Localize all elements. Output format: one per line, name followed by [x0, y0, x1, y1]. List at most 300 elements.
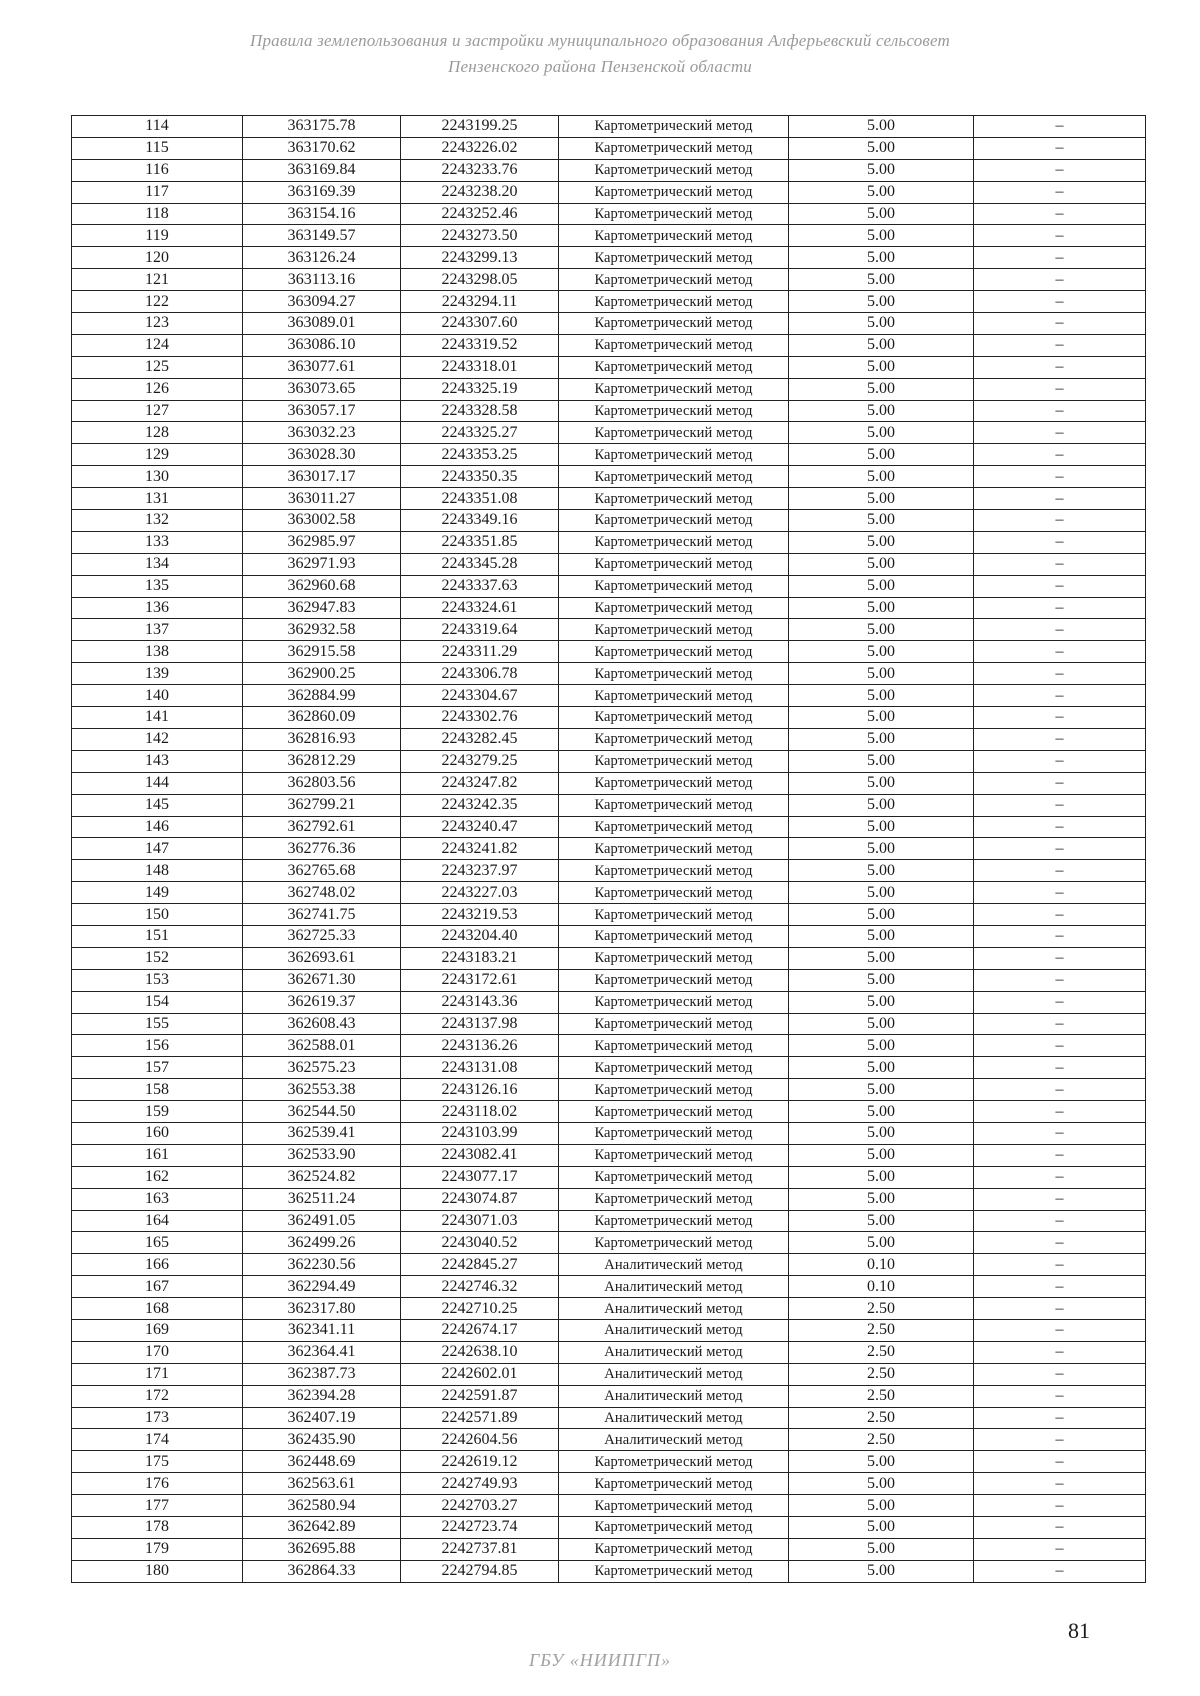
description-cell: –: [974, 334, 1146, 356]
accuracy-cell: 5.00: [789, 575, 974, 597]
description-cell: –: [974, 1276, 1146, 1298]
method-cell: Аналитический метод: [559, 1254, 789, 1276]
description-cell: –: [974, 400, 1146, 422]
y-coordinate-cell: 2243241.82: [401, 838, 559, 860]
table-row: [72, 422, 1146, 444]
table-row: [72, 1560, 1146, 1582]
x-coordinate-cell: 362499.26: [243, 1232, 401, 1254]
y-coordinate-cell: 2242794.85: [401, 1560, 559, 1582]
y-coordinate-cell: 2242723.74: [401, 1517, 559, 1539]
table-row: [72, 1210, 1146, 1232]
header-line-1: Правила землепользования и застройки муниципального образования Алферьевский сельсовет: [250, 31, 950, 50]
table-row: [72, 334, 1146, 356]
y-coordinate-cell: 2242845.27: [401, 1254, 559, 1276]
accuracy-cell: 0.10: [789, 1254, 974, 1276]
accuracy-cell: 5.00: [789, 137, 974, 159]
y-coordinate-cell: 2243103.99: [401, 1122, 559, 1144]
accuracy-cell: 5.00: [789, 1101, 974, 1123]
point-number-cell: 130: [72, 466, 243, 488]
x-coordinate-cell: 363086.10: [243, 334, 401, 356]
method-cell: Картометрический метод: [559, 728, 789, 750]
y-coordinate-cell: 2243082.41: [401, 1144, 559, 1166]
x-coordinate-cell: 362491.05: [243, 1210, 401, 1232]
table-row: [72, 1451, 1146, 1473]
accuracy-cell: 5.00: [789, 291, 974, 313]
table-row: [72, 750, 1146, 772]
point-number-cell: 131: [72, 488, 243, 510]
description-cell: –: [974, 663, 1146, 685]
y-coordinate-cell: 2243136.26: [401, 1035, 559, 1057]
point-number-cell: 144: [72, 772, 243, 794]
description-cell: –: [974, 1101, 1146, 1123]
description-cell: –: [974, 181, 1146, 203]
x-coordinate-cell: 362860.09: [243, 707, 401, 729]
y-coordinate-cell: 2243337.63: [401, 575, 559, 597]
accuracy-cell: 5.00: [789, 1188, 974, 1210]
description-cell: –: [974, 1429, 1146, 1451]
accuracy-cell: 5.00: [789, 947, 974, 969]
accuracy-cell: 5.00: [789, 991, 974, 1013]
table-row: [72, 816, 1146, 838]
method-cell: Картометрический метод: [559, 947, 789, 969]
accuracy-cell: 5.00: [789, 1013, 974, 1035]
document-header: [0, 28, 1200, 80]
table-row: [72, 400, 1146, 422]
y-coordinate-cell: 2243345.28: [401, 553, 559, 575]
table-row: [72, 1363, 1146, 1385]
x-coordinate-cell: 362575.23: [243, 1057, 401, 1079]
x-coordinate-cell: 362671.30: [243, 969, 401, 991]
description-cell: –: [974, 1188, 1146, 1210]
description-cell: –: [974, 969, 1146, 991]
x-coordinate-cell: 363126.24: [243, 247, 401, 269]
x-coordinate-cell: 363077.61: [243, 356, 401, 378]
description-cell: –: [974, 1254, 1146, 1276]
table-row: [72, 1538, 1146, 1560]
description-cell: –: [974, 838, 1146, 860]
y-coordinate-cell: 2243324.61: [401, 597, 559, 619]
table-row: [72, 991, 1146, 1013]
method-cell: Картометрический метод: [559, 159, 789, 181]
accuracy-cell: 5.00: [789, 1210, 974, 1232]
y-coordinate-cell: 2243325.19: [401, 378, 559, 400]
description-cell: –: [974, 1232, 1146, 1254]
accuracy-cell: 5.00: [789, 838, 974, 860]
y-coordinate-cell: 2243137.98: [401, 1013, 559, 1035]
point-number-cell: 132: [72, 510, 243, 532]
method-cell: Аналитический метод: [559, 1319, 789, 1341]
y-coordinate-cell: 2243237.97: [401, 860, 559, 882]
table-row: [72, 728, 1146, 750]
description-cell: –: [974, 1385, 1146, 1407]
point-number-cell: 179: [72, 1538, 243, 1560]
method-cell: Аналитический метод: [559, 1385, 789, 1407]
table-row: [72, 291, 1146, 313]
accuracy-cell: 5.00: [789, 904, 974, 926]
method-cell: Картометрический метод: [559, 619, 789, 641]
method-cell: Картометрический метод: [559, 575, 789, 597]
x-coordinate-cell: 362435.90: [243, 1429, 401, 1451]
description-cell: –: [974, 137, 1146, 159]
description-cell: –: [974, 203, 1146, 225]
x-coordinate-cell: 363094.27: [243, 291, 401, 313]
y-coordinate-cell: 2243304.67: [401, 685, 559, 707]
table-row: [72, 663, 1146, 685]
accuracy-cell: 5.00: [789, 1144, 974, 1166]
description-cell: –: [974, 1166, 1146, 1188]
y-coordinate-cell: 2243351.08: [401, 488, 559, 510]
accuracy-cell: 5.00: [789, 1166, 974, 1188]
x-coordinate-cell: 363169.84: [243, 159, 401, 181]
method-cell: Картометрический метод: [559, 794, 789, 816]
y-coordinate-cell: 2243238.20: [401, 181, 559, 203]
y-coordinate-cell: 2243318.01: [401, 356, 559, 378]
accuracy-cell: 5.00: [789, 444, 974, 466]
accuracy-cell: 5.00: [789, 1517, 974, 1539]
accuracy-cell: 5.00: [789, 225, 974, 247]
x-coordinate-cell: 362580.94: [243, 1495, 401, 1517]
y-coordinate-cell: 2243282.45: [401, 728, 559, 750]
table-row: [72, 904, 1146, 926]
accuracy-cell: 5.00: [789, 816, 974, 838]
method-cell: Картометрический метод: [559, 1166, 789, 1188]
description-cell: –: [974, 422, 1146, 444]
x-coordinate-cell: 362341.11: [243, 1319, 401, 1341]
description-cell: –: [974, 1122, 1146, 1144]
description-cell: –: [974, 947, 1146, 969]
y-coordinate-cell: 2243302.76: [401, 707, 559, 729]
description-cell: –: [974, 247, 1146, 269]
method-cell: Картометрический метод: [559, 663, 789, 685]
table-row: [72, 925, 1146, 947]
accuracy-cell: 5.00: [789, 531, 974, 553]
y-coordinate-cell: 2243299.13: [401, 247, 559, 269]
x-coordinate-cell: 362799.21: [243, 794, 401, 816]
point-number-cell: 141: [72, 707, 243, 729]
description-cell: –: [974, 882, 1146, 904]
description-cell: –: [974, 707, 1146, 729]
table-row: [72, 1341, 1146, 1363]
method-cell: Картометрический метод: [559, 838, 789, 860]
point-number-cell: 148: [72, 860, 243, 882]
table-row: [72, 378, 1146, 400]
method-cell: Аналитический метод: [559, 1298, 789, 1320]
point-number-cell: 116: [72, 159, 243, 181]
point-number-cell: 147: [72, 838, 243, 860]
point-number-cell: 118: [72, 203, 243, 225]
method-cell: Картометрический метод: [559, 137, 789, 159]
coordinates-table: [71, 115, 1146, 1583]
y-coordinate-cell: 2242737.81: [401, 1538, 559, 1560]
accuracy-cell: 5.00: [789, 619, 974, 641]
description-cell: –: [974, 1473, 1146, 1495]
table-row: [72, 531, 1146, 553]
point-number-cell: 154: [72, 991, 243, 1013]
table-row: [72, 619, 1146, 641]
description-cell: –: [974, 794, 1146, 816]
point-number-cell: 156: [72, 1035, 243, 1057]
x-coordinate-cell: 363073.65: [243, 378, 401, 400]
y-coordinate-cell: 2243298.05: [401, 269, 559, 291]
accuracy-cell: 5.00: [789, 1057, 974, 1079]
y-coordinate-cell: 2243328.58: [401, 400, 559, 422]
x-coordinate-cell: 363057.17: [243, 400, 401, 422]
point-number-cell: 167: [72, 1276, 243, 1298]
accuracy-cell: 2.50: [789, 1385, 974, 1407]
table-row: [72, 1101, 1146, 1123]
table-row: [72, 575, 1146, 597]
description-cell: –: [974, 1407, 1146, 1429]
y-coordinate-cell: 2242602.01: [401, 1363, 559, 1385]
y-coordinate-cell: 2243353.25: [401, 444, 559, 466]
method-cell: Картометрический метод: [559, 772, 789, 794]
method-cell: Картометрический метод: [559, 925, 789, 947]
description-cell: –: [974, 313, 1146, 335]
x-coordinate-cell: 362294.49: [243, 1276, 401, 1298]
table-row: [72, 1144, 1146, 1166]
y-coordinate-cell: 2243294.11: [401, 291, 559, 313]
table-row: [72, 838, 1146, 860]
y-coordinate-cell: 2243279.25: [401, 750, 559, 772]
table-row: [72, 1517, 1146, 1539]
description-cell: –: [974, 553, 1146, 575]
description-cell: –: [974, 1363, 1146, 1385]
description-cell: –: [974, 772, 1146, 794]
y-coordinate-cell: 2243040.52: [401, 1232, 559, 1254]
point-number-cell: 178: [72, 1517, 243, 1539]
method-cell: Картометрический метод: [559, 225, 789, 247]
table-row: [72, 1232, 1146, 1254]
accuracy-cell: 5.00: [789, 772, 974, 794]
x-coordinate-cell: 363175.78: [243, 116, 401, 138]
x-coordinate-cell: 362394.28: [243, 1385, 401, 1407]
accuracy-cell: 2.50: [789, 1298, 974, 1320]
table-row: [72, 597, 1146, 619]
point-number-cell: 150: [72, 904, 243, 926]
point-number-cell: 160: [72, 1122, 243, 1144]
method-cell: Картометрический метод: [559, 1057, 789, 1079]
point-number-cell: 174: [72, 1429, 243, 1451]
description-cell: –: [974, 728, 1146, 750]
y-coordinate-cell: 2242746.32: [401, 1276, 559, 1298]
description-cell: –: [974, 1341, 1146, 1363]
method-cell: Картометрический метод: [559, 1451, 789, 1473]
method-cell: Картометрический метод: [559, 181, 789, 203]
y-coordinate-cell: 2243349.16: [401, 510, 559, 532]
y-coordinate-cell: 2242619.12: [401, 1451, 559, 1473]
x-coordinate-cell: 362693.61: [243, 947, 401, 969]
description-cell: –: [974, 444, 1146, 466]
table-row: [72, 510, 1146, 532]
y-coordinate-cell: 2243077.17: [401, 1166, 559, 1188]
x-coordinate-cell: 362932.58: [243, 619, 401, 641]
point-number-cell: 120: [72, 247, 243, 269]
accuracy-cell: 2.50: [789, 1407, 974, 1429]
y-coordinate-cell: 2242674.17: [401, 1319, 559, 1341]
y-coordinate-cell: 2243242.35: [401, 794, 559, 816]
point-number-cell: 177: [72, 1495, 243, 1517]
point-number-cell: 122: [72, 291, 243, 313]
header-line-2: Пензенского района Пензенской области: [448, 57, 752, 76]
table-row: [72, 137, 1146, 159]
y-coordinate-cell: 2243199.25: [401, 116, 559, 138]
description-cell: –: [974, 1057, 1146, 1079]
x-coordinate-cell: 362748.02: [243, 882, 401, 904]
y-coordinate-cell: 2243306.78: [401, 663, 559, 685]
method-cell: Картометрический метод: [559, 1188, 789, 1210]
x-coordinate-cell: 363149.57: [243, 225, 401, 247]
point-number-cell: 133: [72, 531, 243, 553]
table-row: [72, 356, 1146, 378]
point-number-cell: 140: [72, 685, 243, 707]
description-cell: –: [974, 1144, 1146, 1166]
point-number-cell: 139: [72, 663, 243, 685]
method-cell: Картометрический метод: [559, 685, 789, 707]
y-coordinate-cell: 2243247.82: [401, 772, 559, 794]
y-coordinate-cell: 2242604.56: [401, 1429, 559, 1451]
point-number-cell: 146: [72, 816, 243, 838]
method-cell: Аналитический метод: [559, 1276, 789, 1298]
y-coordinate-cell: 2243204.40: [401, 925, 559, 947]
point-number-cell: 157: [72, 1057, 243, 1079]
point-number-cell: 165: [72, 1232, 243, 1254]
point-number-cell: 129: [72, 444, 243, 466]
table-row: [72, 860, 1146, 882]
point-number-cell: 134: [72, 553, 243, 575]
point-number-cell: 128: [72, 422, 243, 444]
x-coordinate-cell: 362407.19: [243, 1407, 401, 1429]
table-row: [72, 1473, 1146, 1495]
method-cell: Картометрический метод: [559, 247, 789, 269]
description-cell: –: [974, 1517, 1146, 1539]
y-coordinate-cell: 2243118.02: [401, 1101, 559, 1123]
accuracy-cell: 5.00: [789, 860, 974, 882]
accuracy-cell: 0.10: [789, 1276, 974, 1298]
description-cell: –: [974, 1451, 1146, 1473]
accuracy-cell: 2.50: [789, 1363, 974, 1385]
table-row: [72, 225, 1146, 247]
point-number-cell: 171: [72, 1363, 243, 1385]
x-coordinate-cell: 362915.58: [243, 641, 401, 663]
method-cell: Картометрический метод: [559, 969, 789, 991]
point-number-cell: 115: [72, 137, 243, 159]
y-coordinate-cell: 2243351.85: [401, 531, 559, 553]
method-cell: Аналитический метод: [559, 1407, 789, 1429]
point-number-cell: 155: [72, 1013, 243, 1035]
method-cell: Картометрический метод: [559, 203, 789, 225]
description-cell: –: [974, 575, 1146, 597]
point-number-cell: 125: [72, 356, 243, 378]
description-cell: –: [974, 531, 1146, 553]
x-coordinate-cell: 362900.25: [243, 663, 401, 685]
accuracy-cell: 5.00: [789, 203, 974, 225]
accuracy-cell: 5.00: [789, 159, 974, 181]
x-coordinate-cell: 362387.73: [243, 1363, 401, 1385]
description-cell: –: [974, 116, 1146, 138]
x-coordinate-cell: 362619.37: [243, 991, 401, 1013]
x-coordinate-cell: 362765.68: [243, 860, 401, 882]
description-cell: –: [974, 356, 1146, 378]
page-number: 81: [1068, 1618, 1090, 1643]
x-coordinate-cell: 362725.33: [243, 925, 401, 947]
description-cell: –: [974, 991, 1146, 1013]
method-cell: Картометрический метод: [559, 1232, 789, 1254]
table-row: [72, 313, 1146, 335]
y-coordinate-cell: 2243126.16: [401, 1079, 559, 1101]
point-number-cell: 137: [72, 619, 243, 641]
method-cell: Картометрический метод: [559, 1538, 789, 1560]
x-coordinate-cell: 362563.61: [243, 1473, 401, 1495]
point-number-cell: 152: [72, 947, 243, 969]
method-cell: Картометрический метод: [559, 1560, 789, 1582]
x-coordinate-cell: 362792.61: [243, 816, 401, 838]
point-number-cell: 162: [72, 1166, 243, 1188]
accuracy-cell: 5.00: [789, 378, 974, 400]
method-cell: Картометрический метод: [559, 1079, 789, 1101]
accuracy-cell: 2.50: [789, 1341, 974, 1363]
method-cell: Аналитический метод: [559, 1341, 789, 1363]
point-number-cell: 121: [72, 269, 243, 291]
method-cell: Картометрический метод: [559, 597, 789, 619]
y-coordinate-cell: 2243143.36: [401, 991, 559, 1013]
method-cell: Картометрический метод: [559, 750, 789, 772]
description-cell: –: [974, 466, 1146, 488]
accuracy-cell: 5.00: [789, 247, 974, 269]
description-cell: –: [974, 291, 1146, 313]
accuracy-cell: 5.00: [789, 728, 974, 750]
x-coordinate-cell: 362511.24: [243, 1188, 401, 1210]
description-cell: –: [974, 641, 1146, 663]
accuracy-cell: 2.50: [789, 1429, 974, 1451]
table-row: [72, 947, 1146, 969]
method-cell: Картометрический метод: [559, 860, 789, 882]
method-cell: Картометрический метод: [559, 1013, 789, 1035]
x-coordinate-cell: 362317.80: [243, 1298, 401, 1320]
accuracy-cell: 5.00: [789, 925, 974, 947]
x-coordinate-cell: 363113.16: [243, 269, 401, 291]
y-coordinate-cell: 2242749.93: [401, 1473, 559, 1495]
point-number-cell: 163: [72, 1188, 243, 1210]
accuracy-cell: 5.00: [789, 641, 974, 663]
method-cell: Картометрический метод: [559, 422, 789, 444]
table-row: [72, 1298, 1146, 1320]
x-coordinate-cell: 362642.89: [243, 1517, 401, 1539]
x-coordinate-cell: 362448.69: [243, 1451, 401, 1473]
description-cell: –: [974, 1538, 1146, 1560]
y-coordinate-cell: 2243319.64: [401, 619, 559, 641]
x-coordinate-cell: 363169.39: [243, 181, 401, 203]
accuracy-cell: 5.00: [789, 685, 974, 707]
point-number-cell: 143: [72, 750, 243, 772]
x-coordinate-cell: 362971.93: [243, 553, 401, 575]
description-cell: –: [974, 269, 1146, 291]
table-row: [72, 1166, 1146, 1188]
method-cell: Картометрический метод: [559, 531, 789, 553]
table-row: [72, 1319, 1146, 1341]
point-number-cell: 124: [72, 334, 243, 356]
x-coordinate-cell: 363017.17: [243, 466, 401, 488]
point-number-cell: 136: [72, 597, 243, 619]
accuracy-cell: 5.00: [789, 663, 974, 685]
y-coordinate-cell: 2243319.52: [401, 334, 559, 356]
y-coordinate-cell: 2243131.08: [401, 1057, 559, 1079]
x-coordinate-cell: 363089.01: [243, 313, 401, 335]
accuracy-cell: 2.50: [789, 1319, 974, 1341]
point-number-cell: 138: [72, 641, 243, 663]
document-footer: ГБУ «НИИПГП»: [529, 1650, 671, 1670]
accuracy-cell: 5.00: [789, 334, 974, 356]
table-row: [72, 1122, 1146, 1144]
